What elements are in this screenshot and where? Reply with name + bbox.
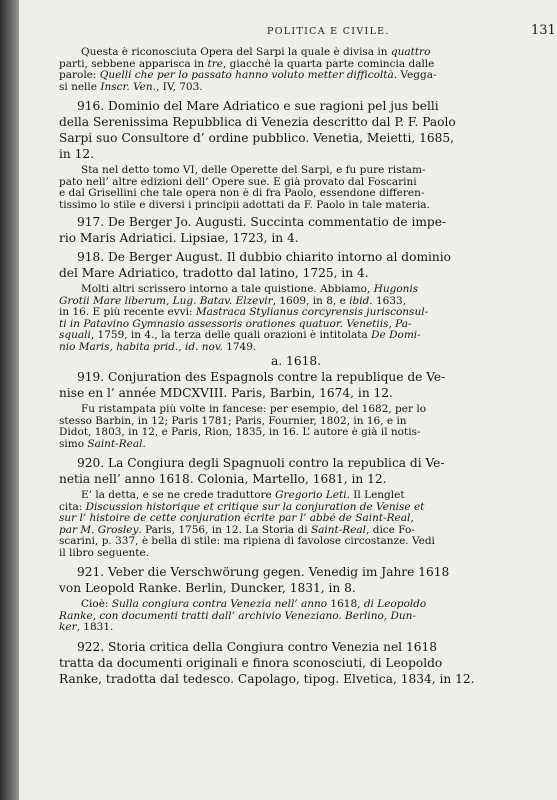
text-run: , 1759, in 4., la terza delle quali orazioni è intitolata [90, 330, 372, 341]
text-run: 918. De Berger August. Il dubbio chiarito intorno al dominio [77, 250, 451, 264]
italic-text: Saint-Real [310, 524, 367, 536]
text-line [59, 611, 533, 623]
entry-block [59, 98, 533, 162]
text-run: 921. Veber die Verschwörung gegen. Venedig im Jahre 1618 [77, 565, 450, 579]
entry-block [59, 249, 533, 281]
page-body [59, 47, 533, 687]
text-line [59, 249, 533, 265]
italic-text: Sulla congiura contra Venezia nell’ anno [111, 599, 328, 610]
text-line [59, 353, 533, 369]
text-line [59, 416, 533, 428]
text-run: 1749. [222, 341, 257, 353]
text-run: E’ la detta, e se ne crede traduttore [81, 490, 276, 501]
text-line [59, 177, 533, 189]
book-binding-edge [0, 0, 19, 800]
text-line [59, 385, 533, 401]
text-run: tissimo lo stile e diversi i principii adottati da F. Paolo in tale materia. [59, 199, 430, 211]
text-line [59, 639, 533, 655]
text-run: cita: [59, 501, 86, 513]
text-line [59, 98, 533, 114]
text-run: stesso Barbin, in 12; Paris 1781; Paris, Fournier, 1802, in 16, e in [59, 415, 407, 427]
text-line [59, 471, 533, 487]
text-line [59, 536, 533, 548]
note-block [59, 47, 533, 93]
text-run: Molti altri scrissero intorno a tale quistione. Abbiamo, [81, 284, 374, 295]
italic-text: Gregorio Leti [275, 490, 347, 501]
text-run: , giacchè la quarta parte comincia dalle [222, 58, 435, 70]
text-run: parole: [59, 70, 100, 81]
text-run: parti, sebbene apparisca in [59, 58, 208, 70]
text-run: Sta nel detto tomo VI, delle Operette del Sarpi, e fu pure ristam- [81, 165, 426, 176]
italic-text: Mastraca Stylianus corcyrensis jurisconsul- [195, 307, 429, 318]
text-run: , dice Fo- [366, 524, 415, 536]
text-run: in 16. E più recente evvi: [59, 307, 196, 318]
italic-text: Discussion historique et critique sur la conjuration de Venise et [85, 501, 425, 513]
text-run: scarini, p. 337, è bella di stile: ma ripiena di favolose circostanze. Vedi [59, 536, 435, 547]
italic-text: ibid. [349, 295, 373, 307]
text-run: von Leopold Ranke. Berlin, Duncker, 1831, in 8. [59, 581, 356, 595]
entry-block [59, 564, 533, 596]
note-block [59, 284, 533, 353]
text-line [59, 427, 533, 439]
text-run: nise en l’ année MDCXVIII. Paris, Barbin, 1674, in 12. [59, 386, 393, 400]
text-line [59, 47, 533, 59]
text-line [59, 319, 533, 331]
text-line [59, 200, 533, 212]
text-run: e dal Grisellini che tale opera non è di fra Paolo, essendone differen- [59, 188, 425, 199]
text-line [59, 599, 533, 611]
text-run: 920. La Congiura degli Spagnuoli contro la republica di Ve- [77, 456, 445, 470]
text-run: del Mare Adriatico, tradotto dal latino, 1725, in 4. [59, 266, 369, 280]
text-run: Cioè: [81, 599, 112, 610]
text-run: simo [59, 438, 88, 450]
entry-block [59, 353, 533, 369]
text-line [59, 230, 533, 246]
book-page [19, 0, 557, 800]
text-line [59, 146, 533, 162]
italic-text: Grotii Mare liberum, Lug. Batav. Elzevir [59, 295, 273, 307]
entry-block [59, 369, 533, 401]
text-line [59, 214, 533, 230]
italic-text: quattro [390, 47, 431, 58]
italic-text: Ranke, con documenti tratti dall’ archivio Veneziano. Berlino, Dun- [59, 610, 416, 622]
note-block [59, 599, 533, 634]
text-run: 919. Conjuration des Espagnols contre la republique de Ve- [77, 370, 446, 384]
text-run: in 12. [59, 147, 95, 161]
italic-text: ker [59, 622, 77, 633]
text-line [59, 59, 533, 71]
text-line [59, 564, 533, 580]
text-line [59, 165, 533, 177]
text-line [59, 330, 533, 342]
text-line [59, 439, 533, 451]
entry-block [59, 214, 533, 246]
italic-text: di Leopoldo [363, 599, 427, 610]
text-run: Fu ristampata più volte in fancese: per esempio, del 1682, per lo [81, 404, 427, 415]
text-run: . Il Lenglet [346, 490, 405, 501]
text-run: pato nell’ altre edizioni dell’ Opere sue. È già provato dal Foscarini [59, 176, 417, 188]
text-line [59, 130, 533, 146]
text-line [59, 284, 533, 296]
text-run: . Vegga- [393, 70, 437, 81]
text-run: della Serenissima Repubblica di Venezia descritto dal P. F. Paolo [59, 115, 456, 129]
italic-text: nio Maris, habita prid., id. nov. [59, 341, 223, 353]
entry-block [59, 455, 533, 487]
text-line [59, 580, 533, 596]
page-number: 131 [531, 23, 556, 38]
text-run: a. 1618. [271, 354, 321, 368]
page-header [19, 22, 557, 42]
text-run: tratta da documenti originali e finora sconosciuti, di Leopoldo [59, 655, 443, 670]
text-line [59, 655, 533, 671]
text-line [59, 188, 533, 200]
text-line [59, 525, 533, 537]
text-line [59, 265, 533, 281]
italic-text: par M. Grosley [59, 524, 139, 536]
running-title: POLITICA E CIVILE. [267, 26, 390, 37]
text-line [59, 369, 533, 385]
text-run: si nelle [59, 81, 101, 93]
note-block [59, 165, 533, 211]
italic-text: Saint-Real [87, 438, 143, 450]
text-run: 916. Dominio del Mare Adriatico e sue ragioni pel jus belli [77, 99, 439, 113]
text-line [59, 502, 533, 514]
text-run: . [142, 438, 146, 450]
italic-text: squali [59, 330, 91, 341]
italic-text: De Domi- [371, 330, 421, 341]
text-line [59, 404, 533, 416]
text-run: 917. De Berger Jo. Augusti. Succinta commentatio de impe- [77, 215, 447, 229]
text-run: 1618, [327, 599, 364, 610]
text-run: , 1831. [76, 622, 114, 633]
italic-text: Inscr. Ven. [100, 81, 156, 93]
text-run: il libro seguente. [59, 547, 150, 559]
text-line [59, 114, 533, 130]
text-run: . Paris, 1756, in 12. La Storia di [138, 524, 311, 536]
text-line [59, 70, 533, 82]
text-line [59, 82, 533, 94]
text-line [59, 622, 533, 634]
text-line [59, 296, 533, 308]
text-line [59, 455, 533, 471]
note-block [59, 490, 533, 559]
text-line [59, 671, 533, 687]
text-run: Sarpi suo Consultore d’ ordine pubblico. Venetia, Meietti, 1685, [59, 131, 454, 145]
text-run: , 1609, in 8, e [272, 295, 350, 307]
note-block [59, 404, 533, 450]
italic-text: ti in Patavino Gymnasio assessoris orationes quatuor. Venetiis, Pa- [59, 318, 412, 330]
text-run: 1633, [372, 295, 407, 307]
entry-block [59, 639, 533, 687]
text-run: 922. Storia critica della Congiura contro Venezia nel 1618 [77, 639, 437, 654]
text-line [59, 548, 533, 560]
italic-text: Quelli che per lo passato hanno voluto metter difficoltà [99, 70, 394, 81]
text-run: , IV, 703. [156, 81, 203, 93]
italic-text: tre [207, 58, 223, 70]
text-line [59, 342, 533, 354]
text-run: rio Maris Adriatici. Lipsiae, 1723, in 4. [59, 231, 299, 245]
text-line [59, 307, 533, 319]
italic-text: Hugonis [373, 284, 419, 295]
text-run: netia nell’ anno 1618. Colonia, Martello, 1681, in 12. [59, 472, 387, 486]
text-run: Ranke, tradotta dal tedesco. Capolago, tipog. Elvetica, 1834, in 12. [59, 671, 475, 686]
text-run: Didot, 1803, in 12, e Paris, Rion, 1835, in 16. L’ autore è già il notis- [59, 427, 421, 438]
text-line [59, 513, 533, 525]
text-line [59, 490, 533, 502]
italic-text: sur l’ histoire de cette conjuration écrite par l’ abbé de Saint-Real, [59, 513, 414, 524]
text-run: Questa è riconosciuta Opera del Sarpi la quale è divisa in [81, 47, 391, 58]
